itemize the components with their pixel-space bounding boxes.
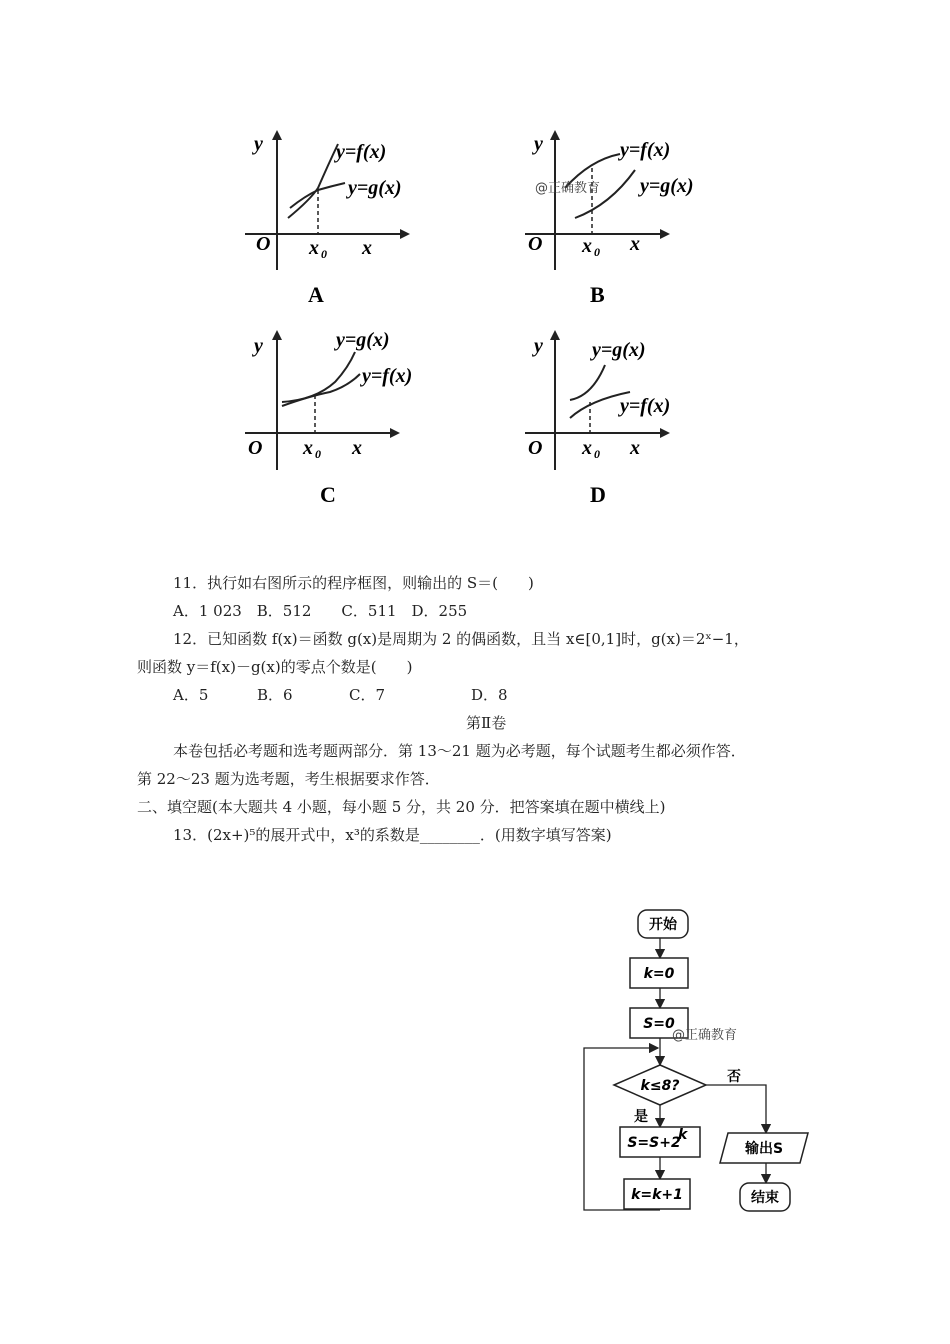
x0-label: x [303, 437, 313, 459]
watermark: @正确教育 [535, 181, 601, 196]
g-label: y=g(x) [592, 339, 646, 361]
x0-subscript: 0 [594, 245, 600, 259]
y-axis-label: y [534, 133, 543, 155]
q11-stem: 11．执行如右图所示的程序框图，则输出的 S＝( ) [173, 574, 534, 592]
origin-label: O [528, 437, 543, 459]
condition-label: k≤8? [640, 1078, 680, 1094]
y-axis-label: y [254, 133, 263, 155]
x0-subscript: 0 [321, 247, 327, 261]
graph-d-svg [520, 330, 740, 510]
output-label: 输出S [744, 1141, 784, 1157]
flowchart-svg [570, 905, 840, 1235]
origin-label: O [256, 233, 271, 255]
graph-option-c [240, 330, 460, 510]
watermark: @正确教育 [672, 1028, 738, 1043]
graph-b-svg [520, 130, 740, 310]
graph-a-svg [240, 130, 460, 310]
graph-c-svg [240, 330, 460, 510]
part2-intro-line1: 本卷包括必考题和选考题两部分．第 13～21 题为必考题，每个试题考生都必须作答． [173, 742, 746, 760]
start-label: 开始 [649, 917, 677, 933]
f-label: y=f(x) [362, 365, 413, 387]
option-letter: D [590, 482, 606, 507]
part2-intro-line2: 第 22～23 题为选考题，考生根据要求作答． [137, 770, 440, 788]
x0-subscript: 0 [315, 447, 321, 461]
f-label: y=f(x) [620, 139, 671, 161]
x0-label: x [582, 437, 592, 459]
init-k-label: k=0 [643, 966, 675, 982]
x0-label: x [582, 235, 592, 257]
graph-option-d [520, 330, 740, 510]
q12-option-d: D．8 [471, 686, 508, 704]
origin-label: O [248, 437, 263, 459]
x0-label: x [309, 237, 319, 259]
flowchart [570, 905, 840, 1235]
section-heading: 二、填空题(本大题共 4 小题，每小题 5 分，共 20 分．把答案填在题中横线上) [137, 798, 666, 816]
update-k-label: k=k+1 [631, 1187, 683, 1203]
g-label: y=g(x) [640, 175, 694, 197]
q13-stem: 13．(2x+)⁵的展开式中，x³的系数是________．(用数字填写答案) [173, 826, 612, 844]
graph-option-a [240, 130, 460, 310]
curve-f [288, 144, 338, 218]
g-label: y=g(x) [336, 329, 390, 351]
option-letter: B [590, 282, 605, 307]
f-label: y=f(x) [620, 395, 671, 417]
x-axis-label: x [362, 237, 372, 259]
q11-options: A．1 023 B．512 C．511 D．255 [173, 602, 468, 620]
no-label: 否 [727, 1069, 741, 1085]
q12-option-b: B．6 [257, 686, 293, 704]
x-axis-label: x [630, 233, 640, 255]
update-s-label: S=S+2 [627, 1135, 681, 1151]
part2-title: 第Ⅱ卷 [466, 714, 507, 732]
y-axis-label: y [254, 335, 263, 357]
x0-subscript: 0 [594, 447, 600, 461]
q12-option-c: C．7 [349, 686, 386, 704]
x-axis-label: x [630, 437, 640, 459]
graph-option-b [520, 130, 740, 310]
end-label: 结束 [751, 1190, 779, 1206]
option-letter: C [320, 482, 336, 507]
g-label: y=g(x) [348, 177, 402, 199]
curve-g [570, 365, 605, 400]
origin-label: O [528, 233, 543, 255]
update-s-exponent: k [678, 1127, 688, 1143]
f-label: y=f(x) [336, 141, 387, 163]
q12-stem-line1: 12．已知函数 f(x)＝函数 g(x)是周期为 2 的偶函数，且当 x∈[0,1]时，g(x)＝2ˣ−1， [173, 630, 749, 648]
option-letter: A [308, 282, 324, 307]
init-s-label: S=0 [643, 1016, 675, 1032]
q12-option-a: A．5 [173, 686, 209, 704]
x-axis-label: x [352, 437, 362, 459]
y-axis-label: y [534, 335, 543, 357]
yes-label: 是 [634, 1109, 648, 1125]
curve-f [282, 374, 360, 406]
q12-stem-line2: 则函数 y＝f(x)－g(x)的零点个数是( ) [137, 658, 413, 676]
